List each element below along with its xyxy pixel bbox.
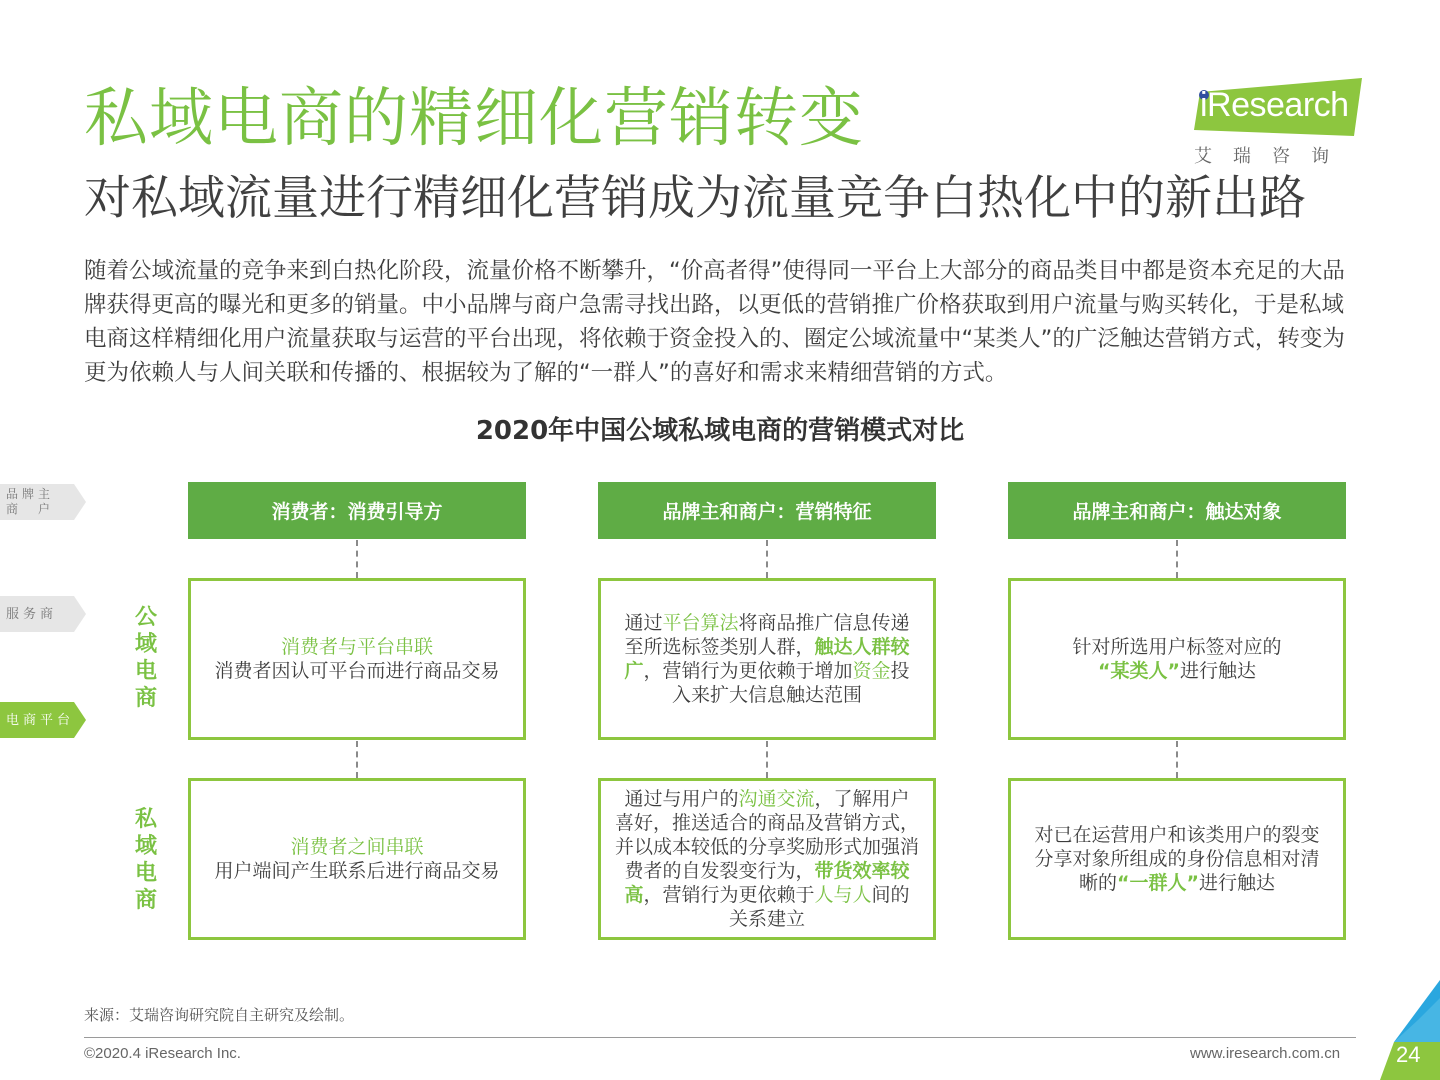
cell-text: 将商品推广信息传递至所选标签类别人群， bbox=[624, 612, 910, 658]
source-note: 来源：艾瑞咨询研究院自主研究及绘制。 bbox=[84, 1006, 355, 1024]
cell-public-consumer bbox=[188, 578, 526, 740]
cell-private-consumer bbox=[188, 778, 526, 940]
connector-line bbox=[766, 741, 768, 778]
cell-text: 对已在运营用户和该类用户的裂变分享对象所组成的身份信息相对清晰的 bbox=[1034, 824, 1320, 894]
cell-highlight: 平台算法 bbox=[662, 612, 739, 634]
side-tab-brand bbox=[0, 484, 88, 520]
cell-text: 进行触达 bbox=[1198, 872, 1275, 894]
column-header-consumer: 消费者：消费引导方 bbox=[188, 482, 526, 539]
chart-title: 2020年中国公域私域电商的营销模式对比 bbox=[475, 416, 965, 446]
cell-text: ，了解用户喜好，推送适合的商品及营销方式，并以成本较低的分享奖励形式加强消费者的自发裂变行为， bbox=[615, 788, 920, 882]
cell-text: 投入来扩大信息触达范围 bbox=[671, 660, 910, 706]
cell-highlight-bold: “一群人” bbox=[1117, 872, 1199, 894]
connector-line bbox=[1176, 540, 1178, 578]
cell-text: ，营销行为更依赖于 bbox=[643, 884, 815, 906]
row-label-public: 公 域 电 商 bbox=[134, 605, 157, 711]
cell-highlight: 人与人 bbox=[814, 884, 872, 906]
copyright: ©2020.4 iResearch Inc. bbox=[84, 1045, 241, 1062]
connector-line bbox=[356, 741, 358, 778]
logo-brand: iResearch bbox=[1200, 86, 1349, 124]
page-title: 私域电商的精细化营销转变 bbox=[84, 82, 864, 156]
page-number: 24 bbox=[1396, 1042, 1421, 1067]
cell-text: 间的关系建立 bbox=[728, 884, 910, 930]
iresearch-logo bbox=[1190, 78, 1370, 168]
cell-highlight-bold: “某类人” bbox=[1097, 660, 1180, 682]
cell-private-target bbox=[1008, 778, 1346, 940]
cell-highlight: 资金 bbox=[852, 660, 891, 682]
page-subtitle: 对私域流量进行精细化营销成为流量竞争白热化中的新出路 bbox=[84, 171, 1306, 226]
footer-divider bbox=[84, 1037, 1356, 1038]
cell-text: 通过 bbox=[624, 612, 663, 634]
cell-private-marketing bbox=[598, 778, 936, 940]
cell-highlight-bold: 带货效率较高 bbox=[624, 860, 910, 906]
side-tab-service-label: 服务商 bbox=[6, 606, 58, 622]
connector-line bbox=[1176, 741, 1178, 778]
cell-highlight: 消费者与平台串联 bbox=[280, 636, 433, 658]
logo-tagline: 艾瑞咨询 bbox=[1194, 146, 1350, 167]
cell-text: ，营销行为更依赖于增加 bbox=[643, 660, 853, 682]
side-tab-service bbox=[0, 596, 88, 632]
cell-text: 针对所选用户标签对应的 bbox=[1072, 636, 1282, 658]
side-tab-brand-line2: 商 户 bbox=[6, 502, 55, 516]
cell-public-target bbox=[1008, 578, 1346, 740]
cell-text: 消费者因认可平台而进行商品交易 bbox=[214, 660, 500, 682]
connector-line bbox=[356, 540, 358, 578]
connector-line bbox=[766, 540, 768, 578]
intro-paragraph: 随着公域流量的竞争来到白热化阶段，流量价格不断攀升，“价高者得”使得同一平台上大部分的商品类目中都是资本充足的大品牌获得更高的曝光和更多的销量。中小品牌与商户急需寻找出路，以更低的营销推广价格获取到用户流量与购买转化，于是私域电商这样精细化用户流量获取与运营的平台出现，将依赖于资金投入的、圈定公域流量中“某类人”的广泛触达营销方式，转变为更为依赖人与人间关联和传播的、根据较为了解的“一群人”的喜好和需求来精细营销的方式。 bbox=[84, 258, 1345, 386]
column-header-target: 品牌主和商户：触达对象 bbox=[1008, 482, 1346, 539]
column-header-marketing: 品牌主和商户：营销特征 bbox=[598, 482, 936, 539]
website-link[interactable]: www.iresearch.com.cn bbox=[1190, 1045, 1341, 1062]
side-tab-platform bbox=[0, 702, 88, 738]
side-tab-platform-label: 电商平台 bbox=[6, 712, 75, 728]
cell-highlight: 消费者之间串联 bbox=[290, 836, 424, 858]
cell-highlight-bold: 触达人群较广 bbox=[624, 636, 910, 682]
cell-public-marketing bbox=[598, 578, 936, 740]
cell-text: 通过与用户的 bbox=[624, 788, 739, 810]
side-tab-brand-line1: 品牌主 bbox=[6, 487, 55, 501]
row-label-private: 私 域 电 商 bbox=[134, 807, 157, 913]
cell-text: 用户端间产生联系后进行商品交易 bbox=[214, 860, 500, 882]
cell-highlight: 沟通交流 bbox=[738, 788, 815, 810]
cell-text: 进行触达 bbox=[1179, 660, 1256, 682]
